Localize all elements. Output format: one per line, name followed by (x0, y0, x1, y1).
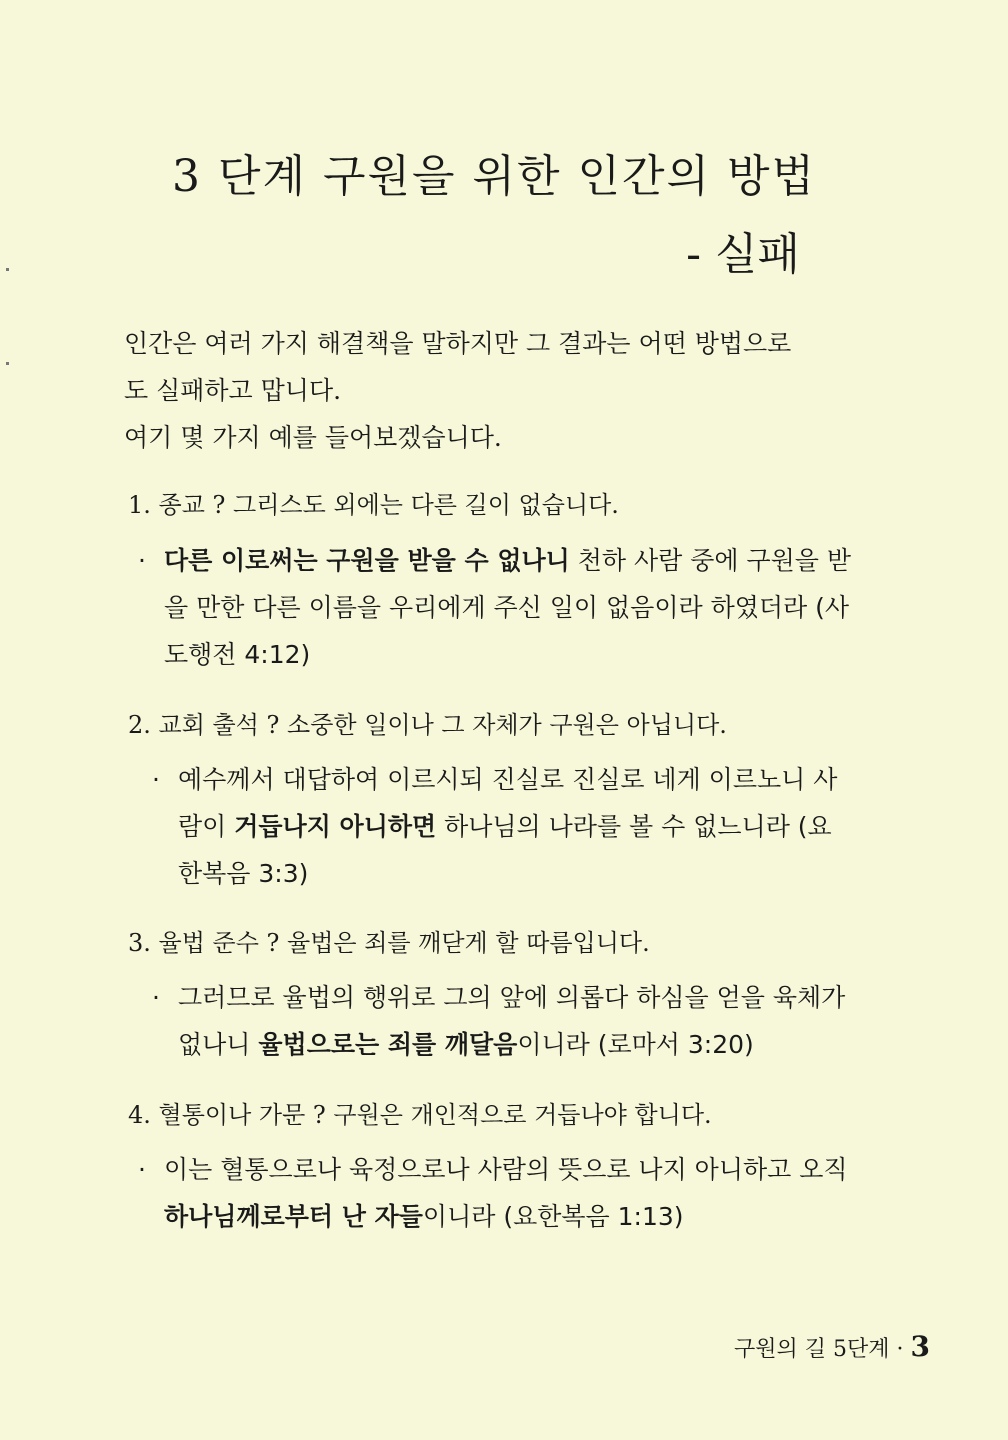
verse-emphasis: 다른 이로써는 구원을 받을 수 없나니 (164, 546, 570, 575)
bullet-icon: · (152, 765, 160, 794)
verse-text: 천하 사람 중에 구원을 받을 만한 다른 이름을 우리에게 주신 일이 없음이라 하였더라 (사도행전 4:12) (164, 546, 852, 669)
verse-text: 예수께서 대답하여 이르시되 진실로 진실로 네게 이르노니 사람이 (178, 765, 838, 841)
verse-text: 이는 혈통으로나 육정으로나 사람의 뜻으로 나지 아니하고 오직 (164, 1155, 848, 1184)
bullet-icon: · (152, 983, 160, 1012)
bullet-icon: · (138, 546, 146, 575)
intro-line: 인간은 여러 가지 해결책을 말하지만 그 결과는 어떤 방법으로 (124, 329, 792, 358)
footer-label: 구원의 길 5단계 · (734, 1337, 911, 1362)
page-title: 3 단계 구원을 위한 인간의 방법 (172, 151, 816, 202)
verse-quote-1 (138, 537, 854, 678)
page-subtitle: - 실패 (686, 229, 800, 280)
verse-text: 이니라 (로마서 3:20) (517, 1030, 754, 1059)
intro-line: 여기 몇 가지 예를 들어보겠습니다. (124, 423, 502, 452)
verse-quote-4 (138, 1146, 854, 1240)
verse-emphasis: 하나님께로부터 난 자들 (164, 1202, 423, 1231)
verse-quote-3 (152, 974, 854, 1068)
verse-quote-2 (152, 756, 854, 897)
intro-line: 도 실패하고 맙니다. (124, 376, 342, 405)
intro-paragraph (124, 320, 864, 461)
section-heading-2: 2. 교회 출석 ? 소중한 일이나 그 자체가 구원은 아닙니다. (128, 711, 727, 739)
page-number: 3 (910, 1330, 930, 1363)
verse-text: 그러므로 율법의 행위로 그의 앞에 의롭다 하심을 얻을 육체가 없나니 (178, 983, 846, 1059)
verse-emphasis: 거듭나지 아니하면 (234, 812, 437, 841)
scan-mark (6, 268, 9, 271)
verse-text: 이니라 (요한복음 1:13) (422, 1202, 684, 1231)
section-heading-4: 4. 혈통이나 가문 ? 구원은 개인적으로 거듭나야 합니다. (128, 1101, 712, 1129)
verse-emphasis: 율법으로는 죄를 깨달음 (258, 1030, 518, 1059)
page-footer (734, 1330, 930, 1363)
section-heading-3: 3. 율법 준수 ? 율법은 죄를 깨닫게 할 따름입니다. (128, 929, 650, 957)
section-heading-1: 1. 종교 ? 그리스도 외에는 다른 길이 없습니다. (128, 491, 619, 519)
scan-mark (6, 362, 9, 365)
verse-text: 하나님의 나라를 볼 수 없느니라 (요한복음 3:3) (178, 812, 832, 888)
bullet-icon: · (138, 1155, 146, 1184)
